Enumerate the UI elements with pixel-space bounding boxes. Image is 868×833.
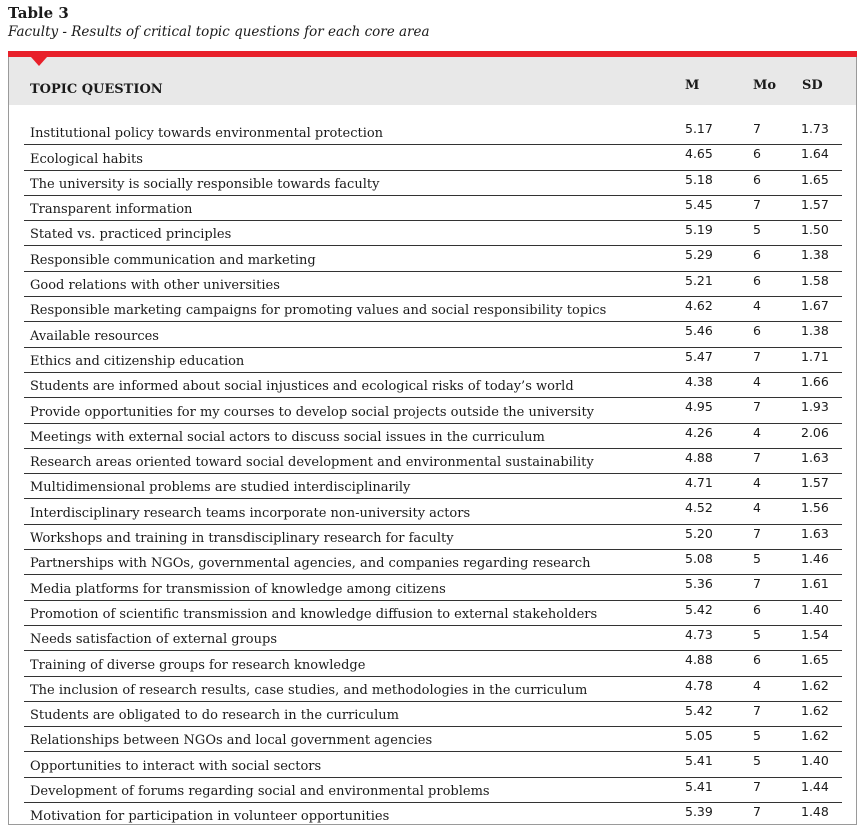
- mean-cell: 5.17: [685, 121, 713, 136]
- topic-cell: Partnerships with NGOs, governmental agencies, and companies regarding research: [30, 556, 591, 572]
- mean-cell: 5.36: [685, 576, 713, 592]
- topic-cell: Ecological habits: [30, 151, 143, 167]
- mode-cell: 6: [753, 323, 761, 339]
- table-row: [24, 525, 842, 550]
- table-row: [24, 727, 842, 752]
- header-sd: SD: [802, 78, 823, 93]
- sd-cell: 1.57: [801, 475, 829, 491]
- table-row: [24, 221, 842, 246]
- sd-cell: 1.46: [801, 551, 829, 567]
- mean-cell: 4.65: [685, 146, 713, 162]
- table-row: [24, 246, 842, 271]
- sd-cell: 1.50: [801, 222, 829, 238]
- mean-cell: 5.19: [685, 222, 713, 238]
- mode-cell: 5: [753, 626, 761, 642]
- mode-cell: 4: [753, 500, 761, 516]
- table-row: [24, 752, 842, 777]
- mean-cell: 5.18: [685, 171, 713, 187]
- mean-cell: 4.95: [685, 399, 713, 415]
- mode-cell: 4: [753, 373, 761, 389]
- table-row: [24, 778, 842, 803]
- mode-cell: 7: [753, 121, 761, 136]
- table-row: [24, 499, 842, 524]
- mean-cell: 5.42: [685, 702, 713, 718]
- mode-cell: 7: [753, 399, 761, 415]
- header-topic: TOPIC QUESTION: [30, 82, 163, 97]
- mean-cell: 4.73: [685, 626, 713, 642]
- table-row: [24, 575, 842, 600]
- topic-cell: Promotion of scientific transmission and knowledge diffusion to external stakeholders: [30, 606, 598, 622]
- topic-cell: Opportunities to interact with social sectors: [30, 758, 322, 774]
- topic-cell: Stated vs. practiced principles: [30, 227, 232, 243]
- topic-cell: Media platforms for transmission of knowledge among citizens: [30, 581, 446, 597]
- mode-cell: 7: [753, 449, 761, 465]
- sd-cell: 1.93: [801, 399, 829, 415]
- mode-cell: 6: [753, 652, 761, 668]
- topic-cell: Institutional policy towards environmental protection: [30, 126, 384, 142]
- sd-cell: 1.56: [801, 500, 829, 516]
- topic-cell: Transparent information: [30, 202, 193, 218]
- topic-cell: Students are informed about social injustices and ecological risks of today’s world: [30, 379, 574, 395]
- table-label: Table 3: [8, 4, 69, 22]
- sd-cell: 1.48: [801, 804, 829, 820]
- mean-cell: 5.20: [685, 525, 713, 541]
- sd-cell: 1.62: [801, 702, 829, 718]
- table-row: [24, 702, 842, 727]
- sd-cell: 1.38: [801, 323, 829, 339]
- topic-cell: Interdisciplinary research teams incorporate non-university actors: [30, 505, 471, 521]
- table-row: [24, 120, 842, 145]
- table-row: [24, 651, 842, 676]
- mean-cell: 5.46: [685, 323, 713, 339]
- mode-cell: 7: [753, 525, 761, 541]
- mode-cell: 5: [753, 551, 761, 567]
- mode-cell: 5: [753, 728, 761, 744]
- sd-cell: 1.66: [801, 373, 829, 389]
- sd-cell: 1.63: [801, 449, 829, 465]
- table-body: [24, 120, 842, 827]
- mean-cell: 5.41: [685, 753, 713, 769]
- sd-cell: 1.67: [801, 298, 829, 314]
- sd-cell: 1.62: [801, 728, 829, 744]
- table-row: [24, 272, 842, 297]
- sd-cell: 1.63: [801, 525, 829, 541]
- mean-cell: 5.47: [685, 348, 713, 364]
- topic-cell: Multidimensional problems are studied interdisciplinarily: [30, 480, 411, 496]
- mode-cell: 6: [753, 272, 761, 288]
- mean-cell: 4.26: [685, 424, 713, 440]
- table-row: [24, 322, 842, 347]
- header-m: M: [685, 78, 700, 93]
- header-mo: Mo: [753, 78, 777, 93]
- sd-cell: 1.57: [801, 196, 829, 212]
- mode-cell: 5: [753, 753, 761, 769]
- mode-cell: 7: [753, 576, 761, 592]
- sd-cell: 1.38: [801, 247, 829, 263]
- table-row: [24, 474, 842, 499]
- sd-cell: 1.61: [801, 576, 829, 592]
- mean-cell: 4.62: [685, 298, 713, 314]
- table-row: [24, 803, 842, 827]
- topic-cell: Workshops and training in transdisciplinary research for faculty: [30, 531, 454, 547]
- topic-cell: Motivation for participation in volunteer opportunities: [30, 809, 390, 825]
- mean-cell: 5.41: [685, 778, 713, 794]
- topic-cell: The inclusion of research results, case studies, and methodologies in the curriculum: [30, 682, 588, 698]
- mean-cell: 4.38: [685, 373, 713, 389]
- sd-cell: 1.44: [801, 778, 829, 794]
- table-row: [24, 449, 842, 474]
- mean-cell: 5.05: [685, 728, 713, 744]
- mean-cell: 5.39: [685, 804, 713, 820]
- table-row: [24, 373, 842, 398]
- sd-cell: 1.62: [801, 677, 829, 693]
- sd-cell: 1.40: [801, 753, 829, 769]
- table-row: [24, 297, 842, 322]
- mode-cell: 7: [753, 778, 761, 794]
- topic-cell: Relationships between NGOs and local government agencies: [30, 733, 433, 749]
- sd-cell: 1.73: [801, 121, 829, 136]
- topic-cell: Development of forums regarding social and environmental problems: [30, 784, 490, 800]
- mean-cell: 4.88: [685, 652, 713, 668]
- mode-cell: 7: [753, 804, 761, 820]
- table-row: [24, 171, 842, 196]
- mode-cell: 6: [753, 171, 761, 187]
- topic-cell: Training of diverse groups for research knowledge: [30, 657, 366, 673]
- table-row: [24, 677, 842, 702]
- table-row: [24, 550, 842, 575]
- mode-cell: 4: [753, 475, 761, 491]
- table-row: [24, 626, 842, 651]
- mean-cell: 5.21: [685, 272, 713, 288]
- table-row: [24, 145, 842, 170]
- table-row: [24, 424, 842, 449]
- table-row: [24, 196, 842, 221]
- sd-cell: 1.58: [801, 272, 829, 288]
- mean-cell: 4.52: [685, 500, 713, 516]
- mean-cell: 4.78: [685, 677, 713, 693]
- mean-cell: 4.88: [685, 449, 713, 465]
- sd-cell: 2.06: [801, 424, 829, 440]
- topic-cell: Provide opportunities for my courses to develop social projects outside the university: [30, 404, 595, 420]
- topic-cell: Meetings with external social actors to discuss social issues in the curriculum: [30, 429, 545, 445]
- topic-cell: Available resources: [30, 328, 159, 344]
- sd-cell: 1.65: [801, 652, 829, 668]
- topic-cell: The university is socially responsible towards faculty: [30, 176, 380, 192]
- sd-cell: 1.64: [801, 146, 829, 162]
- topic-cell: Responsible marketing campaigns for promoting values and social responsibility topics: [30, 303, 607, 319]
- mean-cell: 4.71: [685, 475, 713, 491]
- sd-cell: 1.71: [801, 348, 829, 364]
- table-row: [24, 348, 842, 373]
- table-header: [9, 57, 856, 105]
- topic-cell: Good relations with other universities: [30, 278, 280, 294]
- table-caption: Faculty - Results of critical topic questions for each core area: [8, 24, 430, 40]
- mode-cell: 6: [753, 247, 761, 263]
- mean-cell: 5.08: [685, 551, 713, 567]
- mode-cell: 4: [753, 677, 761, 693]
- sd-cell: 1.54: [801, 626, 829, 642]
- sd-cell: 1.40: [801, 601, 829, 617]
- mode-cell: 6: [753, 601, 761, 617]
- topic-cell: Needs satisfaction of external groups: [30, 632, 277, 648]
- table-row: [24, 601, 842, 626]
- accent-tab: [31, 57, 47, 66]
- mean-cell: 5.29: [685, 247, 713, 263]
- topic-cell: Responsible communication and marketing: [30, 252, 316, 268]
- topic-cell: Students are obligated to do research in the curriculum: [30, 708, 399, 724]
- mode-cell: 4: [753, 424, 761, 440]
- mode-cell: 5: [753, 222, 761, 238]
- mean-cell: 5.42: [685, 601, 713, 617]
- mode-cell: 7: [753, 702, 761, 718]
- mean-cell: 5.45: [685, 196, 713, 212]
- topic-cell: Research areas oriented toward social development and environmental sustainability: [30, 455, 594, 471]
- sd-cell: 1.65: [801, 171, 829, 187]
- topic-cell: Ethics and citizenship education: [30, 353, 245, 369]
- mode-cell: 7: [753, 196, 761, 212]
- mode-cell: 6: [753, 146, 761, 162]
- table-row: [24, 398, 842, 423]
- mode-cell: 4: [753, 298, 761, 314]
- mode-cell: 7: [753, 348, 761, 364]
